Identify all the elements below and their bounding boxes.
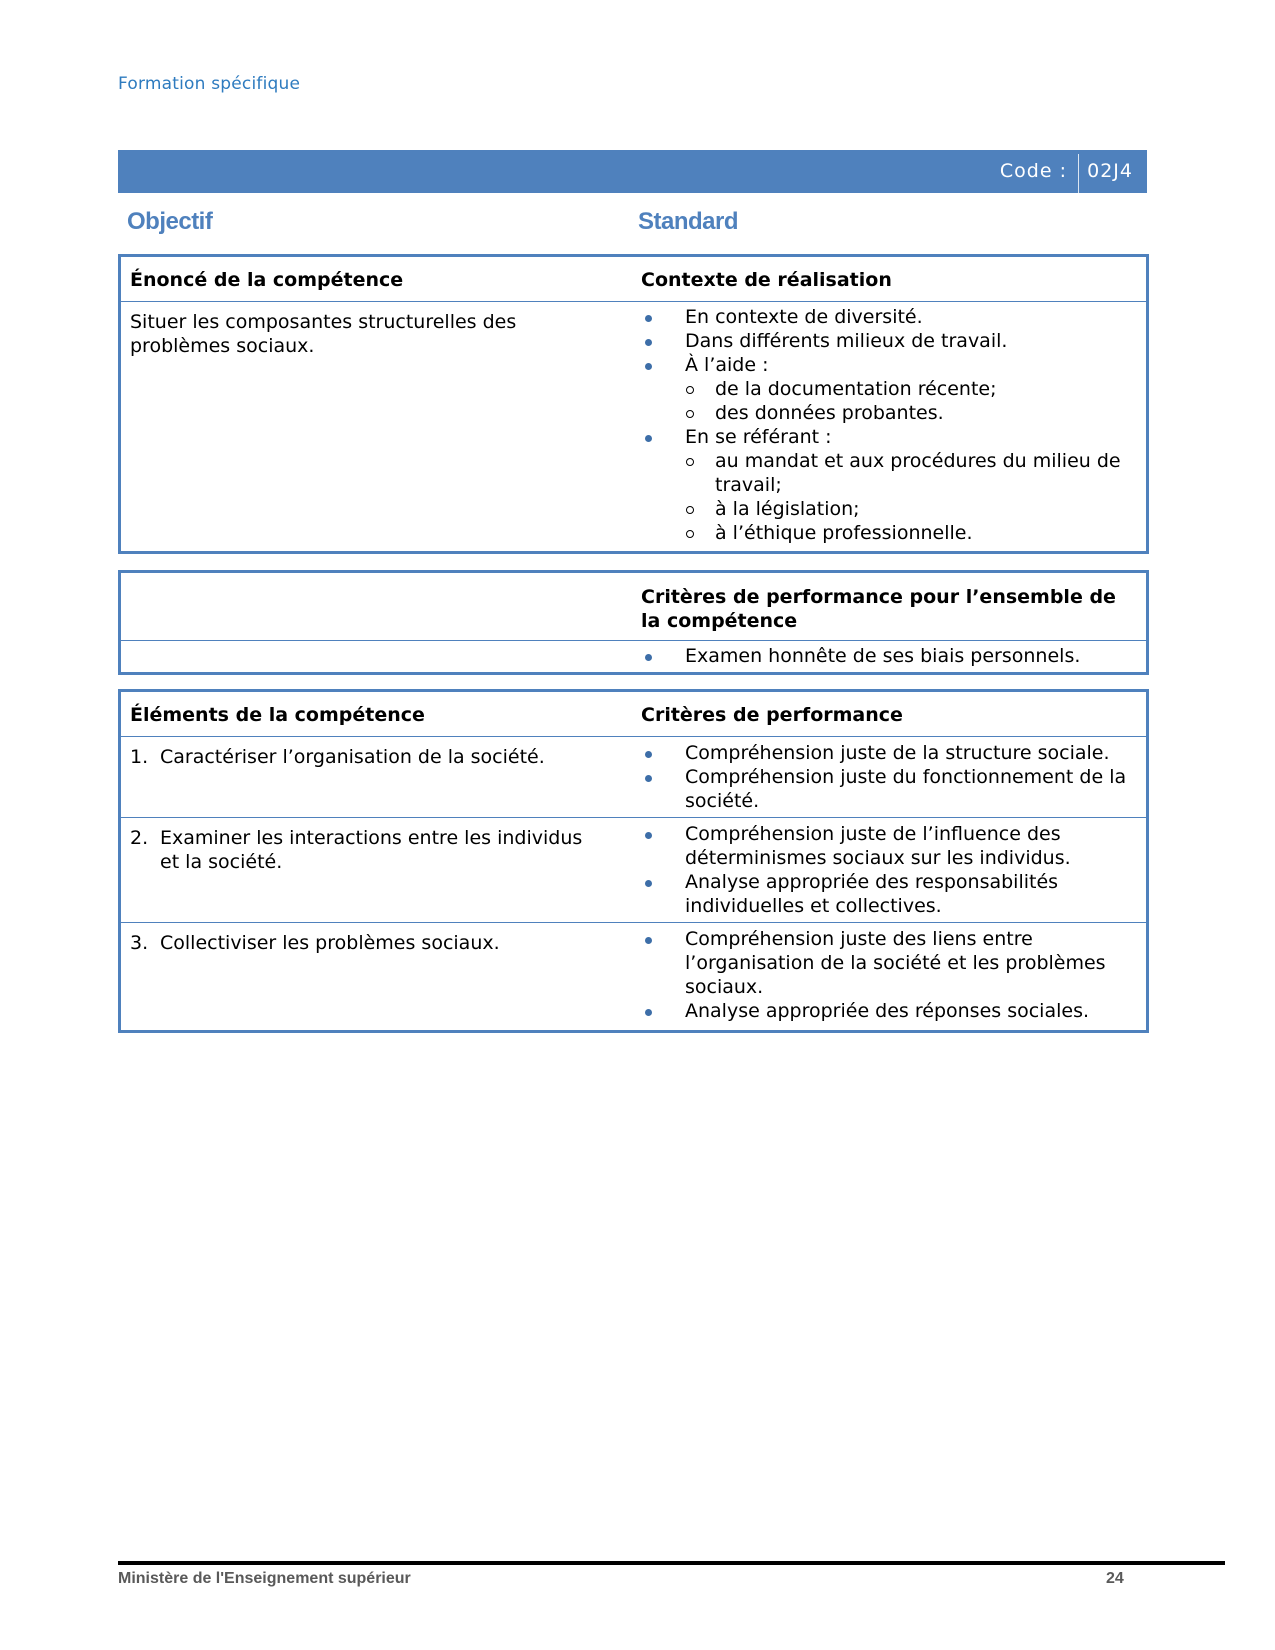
ensemble-header: Critères de performance pour l’ensemble de la compétence [641,586,1116,632]
circle-bullet-icon [686,530,694,538]
element-item: 2. Examiner les interactions entre les individus et la société. [130,827,583,873]
objectif-title: Objectif [127,208,213,235]
bullet-icon [645,880,652,887]
element-row [121,923,1146,1031]
element-cell [130,826,600,874]
contexte-subitem: à l’éthique professionnelle. [685,521,1131,545]
element-row [121,818,1146,923]
bullet-icon [645,937,652,944]
criteres-cell [641,927,1131,1023]
bullet-icon [645,435,652,442]
critere-item: Analyse appropriée des réponses sociales. [641,999,1131,1023]
contexte-subitem: à la législation; [685,497,1131,521]
element-row [121,737,1146,818]
criteres-cell [641,741,1131,813]
element-cell [130,931,600,955]
bullet-icon [645,751,652,758]
contexte-item: Dans différents milieux de travail. [641,329,1131,353]
elements-table [118,689,1149,1033]
ensemble-criterion: Examen honnête de ses biais personnels. [641,644,1131,668]
enonce-table-header-row [121,257,1146,302]
footer-publisher: Ministère de l'Enseignement supérieur [118,1570,411,1587]
elements-header: Éléments de la compétence [130,704,425,726]
contexte-item: En contexte de diversité. [641,305,1131,329]
bullet-icon [645,339,652,346]
contexte-sublist [685,377,1131,425]
ensemble-table-body-row [121,641,1146,672]
enonce-table-body-row [121,302,1146,551]
footer-rule [118,1561,1225,1565]
criteres-header: Critères de performance [641,704,903,726]
element-item: 1. Caractériser l’organisation de la société. [130,746,545,768]
contexte-list [641,305,1131,545]
critere-item: Analyse appropriée des responsabilités individuelles et collectives. [641,870,1131,918]
enonce-header: Énoncé de la compétence [130,269,404,291]
bullet-icon [645,315,652,322]
critere-item: Compréhension juste du fonctionnement de la société. [641,765,1131,813]
contexte-list-cell [641,305,1131,545]
running-header: Formation spécifique [118,74,301,94]
bullet-icon [645,1009,652,1016]
bullet-icon [645,654,652,661]
criteres-cell [641,822,1131,918]
code-bar-end-rule [1147,152,1149,192]
code-value: 02J4 [1087,160,1133,182]
contexte-header: Contexte de réalisation [641,269,892,291]
bullet-icon [645,363,652,370]
contexte-subitem: des données probantes. [685,401,1131,425]
element-cell [130,745,600,769]
ensemble-criteria-list [641,644,1131,668]
contexte-item: À l’aide : de la documentation récente; des données probantes. [641,353,1131,425]
code-separator [1078,154,1079,193]
code-bar [118,150,1147,193]
circle-bullet-icon [686,386,694,394]
critere-item: Compréhension juste de la structure sociale. [641,741,1131,765]
circle-bullet-icon [686,506,694,514]
enonce-table [118,254,1149,554]
circle-bullet-icon [686,458,694,466]
bullet-icon [645,832,652,839]
bullet-icon [645,775,652,782]
ensemble-table-header-row [121,573,1146,641]
contexte-sublist [685,449,1131,545]
contexte-subitem: au mandat et aux procédures du milieu de travail; [685,449,1131,497]
ensemble-list-cell [641,644,1131,668]
circle-bullet-icon [686,410,694,418]
contexte-subitem: de la documentation récente; [685,377,1131,401]
standard-title: Standard [638,208,739,235]
critere-item: Compréhension juste de l’influence des déterminismes sociaux sur les individus. [641,822,1131,870]
enonce-text: Situer les composantes structurelles des problèmes sociaux. [130,311,517,357]
element-item: 3. Collectiviser les problèmes sociaux. [130,932,500,954]
critere-item: Compréhension juste des liens entre l’organisation de la société et les problèmes sociaux. [641,927,1131,999]
contexte-item: En se référant : au mandat et aux procédures du milieu de travail; à la législation; à l’éthique professionnelle. [641,425,1131,545]
ensemble-table [118,570,1149,675]
code-label: Code : [999,160,1067,182]
elements-table-header-row [121,692,1146,737]
page-number: 24 [1106,1570,1124,1587]
